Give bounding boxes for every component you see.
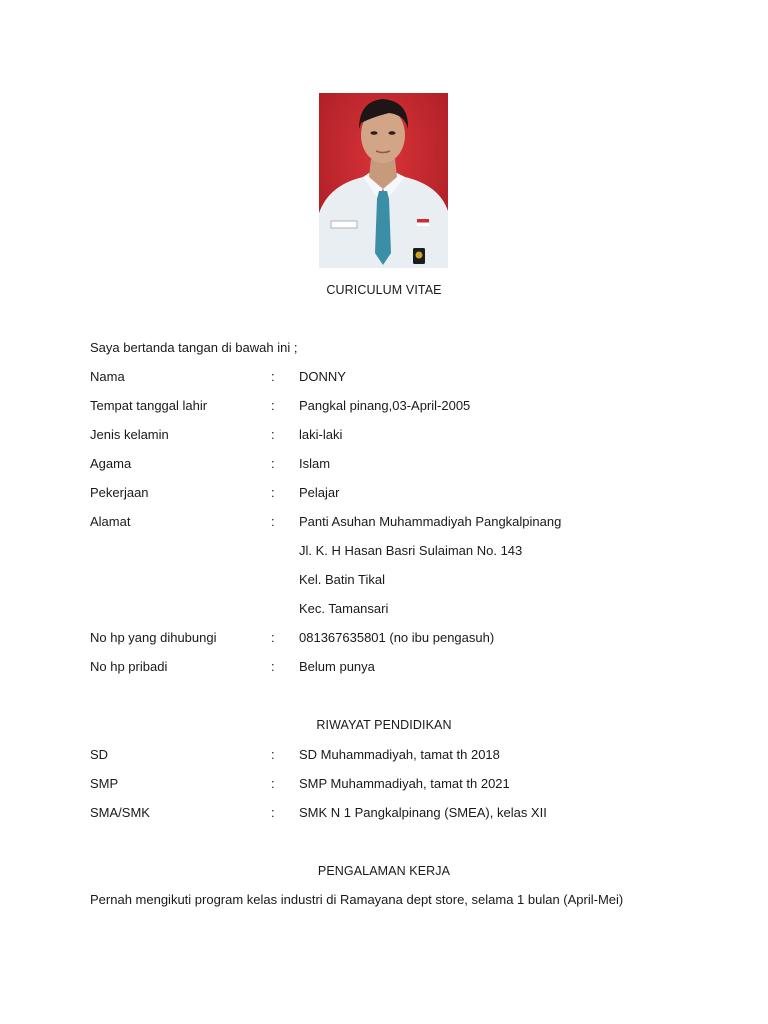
row-label: No hp yang dihubungi bbox=[90, 630, 217, 645]
row-separator: : bbox=[271, 398, 275, 413]
personal-row-alamat-kelurahan bbox=[90, 572, 710, 590]
row-label: SMA/SMK bbox=[90, 805, 150, 820]
row-value: SMK N 1 Pangkalpinang (SMEA), kelas XII bbox=[299, 805, 547, 820]
row-separator: : bbox=[271, 805, 275, 820]
row-value: Kec. Tamansari bbox=[299, 601, 389, 616]
personal-row-jenis-kelamin bbox=[90, 427, 710, 445]
row-separator: : bbox=[271, 659, 275, 674]
row-label: Pekerjaan bbox=[90, 485, 149, 500]
personal-row-nama bbox=[90, 369, 710, 387]
row-value: Kel. Batin Tikal bbox=[299, 572, 385, 587]
personal-row-alamat-kecamatan bbox=[90, 601, 710, 619]
education-row-sd bbox=[90, 747, 710, 765]
row-value: laki-laki bbox=[299, 427, 343, 442]
row-value: DONNY bbox=[299, 369, 346, 384]
row-separator: : bbox=[271, 776, 275, 791]
profile-photo bbox=[319, 93, 448, 268]
education-row-smp bbox=[90, 776, 710, 794]
row-value: Pelajar bbox=[299, 485, 340, 500]
work-experience-text: Pernah mengikuti program kelas industri di Ramayana dept store, selama 1 bulan (April-Mei) bbox=[90, 892, 624, 907]
row-value: Islam bbox=[299, 456, 331, 471]
education-row-sma-smk bbox=[90, 805, 710, 823]
personal-row-agama bbox=[90, 456, 710, 474]
intro-text: Saya bertanda tangan di bawah ini ; bbox=[90, 340, 298, 355]
row-separator: : bbox=[271, 514, 275, 529]
personal-row-alamat bbox=[90, 514, 710, 532]
personal-row-ttl bbox=[90, 398, 710, 416]
personal-row-hp-pribadi bbox=[90, 659, 710, 677]
row-separator: : bbox=[271, 427, 275, 442]
row-value: Belum punya bbox=[299, 659, 375, 674]
row-value: Jl. K. H Hasan Basri Sulaiman No. 143 bbox=[299, 543, 523, 558]
row-label: Tempat tanggal lahir bbox=[90, 398, 208, 413]
personal-row-hp-dihubungi bbox=[90, 630, 710, 648]
row-separator: : bbox=[271, 747, 275, 762]
work-heading: PENGALAMAN KERJA bbox=[317, 864, 451, 878]
row-value: Panti Asuhan Muhammadiyah Pangkalpinang bbox=[299, 514, 562, 529]
personal-row-alamat-jalan bbox=[90, 543, 710, 561]
row-label: Agama bbox=[90, 456, 132, 471]
row-value: Pangkal pinang,03-April-2005 bbox=[299, 398, 471, 413]
row-label: No hp pribadi bbox=[90, 659, 168, 674]
row-label: Alamat bbox=[90, 514, 131, 529]
row-label: SD bbox=[90, 747, 109, 762]
row-value: 081367635801 (no ibu pengasuh) bbox=[299, 630, 495, 645]
row-label: Nama bbox=[90, 369, 125, 384]
row-separator: : bbox=[271, 456, 275, 471]
row-value: SD Muhammadiyah, tamat th 2018 bbox=[299, 747, 500, 762]
row-separator: : bbox=[271, 630, 275, 645]
personal-row-pekerjaan bbox=[90, 485, 710, 503]
row-label: Jenis kelamin bbox=[90, 427, 169, 442]
document-title: CURICULUM VITAE bbox=[326, 283, 442, 297]
row-separator: : bbox=[271, 485, 275, 500]
row-separator: : bbox=[271, 369, 275, 384]
row-label: SMP bbox=[90, 776, 119, 791]
row-value: SMP Muhammadiyah, tamat th 2021 bbox=[299, 776, 510, 791]
education-heading: RIWAYAT PENDIDIKAN bbox=[316, 718, 452, 732]
